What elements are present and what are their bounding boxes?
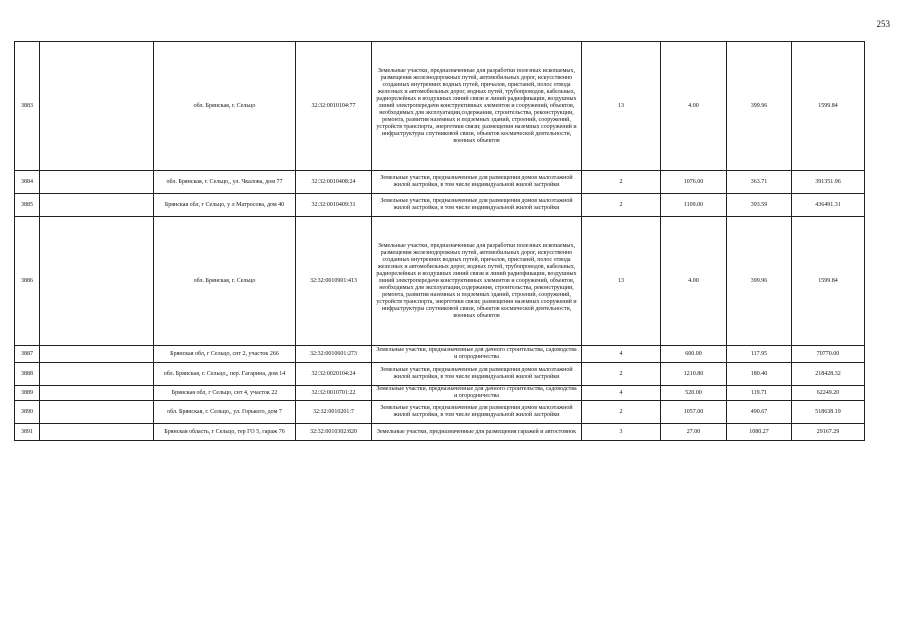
- group-cell: 2: [582, 363, 661, 386]
- area-cell: 600.00: [661, 346, 727, 363]
- row-number-cell: 3887: [15, 346, 40, 363]
- empty-cell: [40, 217, 154, 346]
- group-cell: 4: [582, 346, 661, 363]
- area-cell: 1076.00: [661, 171, 727, 194]
- cadastral-number-cell: 32:32:0010601:273: [296, 346, 372, 363]
- cadastral-number-cell: 32:32:0010408:24: [296, 171, 372, 194]
- specific-value-cell: 393.59: [727, 194, 792, 217]
- specific-value-cell: 119.71: [727, 386, 792, 401]
- group-cell: 13: [582, 42, 661, 171]
- cadastral-value-cell: 218428.32: [792, 363, 865, 386]
- table-row: [15, 217, 865, 346]
- row-number-cell: 3885: [15, 194, 40, 217]
- cadastral-number-cell: 32:32:0010901:413: [296, 217, 372, 346]
- area-cell: 27.00: [661, 424, 727, 441]
- row-number-cell: 3884: [15, 171, 40, 194]
- empty-cell: [40, 386, 154, 401]
- table-row: [15, 346, 865, 363]
- cadastral-value-cell: 62249.20: [792, 386, 865, 401]
- specific-value-cell: 117.95: [727, 346, 792, 363]
- cadastral-value-cell: 391351.96: [792, 171, 865, 194]
- row-number-cell: 3890: [15, 401, 40, 424]
- land-purpose-cell: Земельные участки, предназначенные для дачного строительства, садоводства и огородничества: [372, 346, 582, 363]
- land-purpose-cell: Земельные участки, предназначенные для размещения домов малоэтажной жилой застройки, в том числе индивидуальной жилой застройки: [372, 171, 582, 194]
- land-purpose-cell: Земельные участки, предназначенные для размещения домов малоэтажной жилой застройки, в том числе индивидуальной жилой застройки: [372, 363, 582, 386]
- row-number-cell: 3889: [15, 386, 40, 401]
- address-cell: обл. Брянская, г. Сельцо: [154, 217, 296, 346]
- cadastral-value-cell: 1599.84: [792, 42, 865, 171]
- table-row: [15, 171, 865, 194]
- address-cell: обл. Брянская, г. Сельцо,, ул. Чкалова, дом 77: [154, 171, 296, 194]
- land-purpose-cell: Земельные участки, предназначенные для дачного строительства, садоводства и огородничества: [372, 386, 582, 401]
- land-purpose-cell: Земельные участки, предназначенные для размещения гаражей и автостоянок: [372, 424, 582, 441]
- table-row: [15, 363, 865, 386]
- cadastral-value-cell: 29167.29: [792, 424, 865, 441]
- specific-value-cell: 490.67: [727, 401, 792, 424]
- row-number-cell: 3891: [15, 424, 40, 441]
- group-cell: 2: [582, 171, 661, 194]
- empty-cell: [40, 194, 154, 217]
- table-row: [15, 42, 865, 171]
- group-cell: 2: [582, 401, 661, 424]
- land-registry-table: [14, 41, 865, 441]
- area-cell: 4.00: [661, 217, 727, 346]
- land-purpose-cell: Земельные участки, предназначенные для разработки полезных ископаемых, размещения железнодорожных путей, автомобильных дорог, искусственно созданных внутренних водных путей, причалов, пристаней, полос отвода железных и автомобильных дорог, водных путей, трубопроводов, кабельных, радиорелейных и воздушных линий связи и линий радиофикации, воздушных линий электропередачи конструктивных элементов и сооружений, объектов, необходимых для эксплуатации,содержания, строительства, реконструкции, ремонта, развития наземных и подземных зданий, строений, сооружений, устройств транспорта, энергетики связи; размещения наземных сооружений и инфраструктуры спутниковой связи, объектов космической деятельности, военных объектов: [372, 217, 582, 346]
- specific-value-cell: 399.96: [727, 217, 792, 346]
- area-cell: 1210.80: [661, 363, 727, 386]
- cadastral-number-cell: 32:32:0010104:77: [296, 42, 372, 171]
- area-cell: 1057.00: [661, 401, 727, 424]
- table-row: [15, 424, 865, 441]
- empty-cell: [40, 171, 154, 194]
- address-cell: Брянская обл, г Сельцо, снт 2, участок 266: [154, 346, 296, 363]
- table-row: [15, 401, 865, 424]
- area-cell: 1109.00: [661, 194, 727, 217]
- cadastral-number-cell: 32:32:0010409:31: [296, 194, 372, 217]
- group-cell: 4: [582, 386, 661, 401]
- address-cell: Брянская обл, г Сельцо, у л Матросова, дом 40: [154, 194, 296, 217]
- group-cell: 3: [582, 424, 661, 441]
- area-cell: 4.00: [661, 42, 727, 171]
- empty-cell: [40, 424, 154, 441]
- specific-value-cell: 399.96: [727, 42, 792, 171]
- row-number-cell: 3886: [15, 217, 40, 346]
- cadastral-value-cell: 70770.00: [792, 346, 865, 363]
- table-row: [15, 386, 865, 401]
- land-purpose-cell: Земельные участки, предназначенные для размещения домов малоэтажной жилой застройки, в том числе индивидуальной жилой застройки: [372, 194, 582, 217]
- address-cell: Брянская область, г Сельцо, тер ГО 5, гараж 76: [154, 424, 296, 441]
- page-number: 253: [876, 19, 890, 29]
- address-cell: обл. Брянская, г. Сельцо,, ул. Горького, дом 7: [154, 401, 296, 424]
- group-cell: 13: [582, 217, 661, 346]
- row-number-cell: 3888: [15, 363, 40, 386]
- cadastral-number-cell: 32:32:0010701:22: [296, 386, 372, 401]
- table-row: [15, 194, 865, 217]
- empty-cell: [40, 346, 154, 363]
- row-number-cell: 3883: [15, 42, 40, 171]
- cadastral-number-cell: 32:32:0010302:820: [296, 424, 372, 441]
- land-purpose-cell: Земельные участки, предназначенные для разработки полезных ископаемых, размещения железнодорожных путей, автомобильных дорог, искусственно созданных внутренних водных путей, причалов, пристаней, полос отвода железных и автомобильных дорог, водных путей, трубопроводов, кабельных, радиорелейных и воздушных линий связи и линий радиофикации, воздушных линий электропередачи конструктивных элементов и сооружений, объектов, необходимых для эксплуатации,содержания, строительства, реконструкции, ремонта, развития наземных и подземных зданий, строений, сооружений, устройств транспорта, энергетики связи; размещения наземных сооружений и инфраструктуры спутниковой связи, объектов космической деятельности, военных объектов: [372, 42, 582, 171]
- specific-value-cell: 180.40: [727, 363, 792, 386]
- empty-cell: [40, 42, 154, 171]
- cadastral-number-cell: 32:32:0020104:24: [296, 363, 372, 386]
- cadastral-value-cell: 1599.84: [792, 217, 865, 346]
- area-cell: 520.00: [661, 386, 727, 401]
- specific-value-cell: 363.71: [727, 171, 792, 194]
- group-cell: 2: [582, 194, 661, 217]
- empty-cell: [40, 363, 154, 386]
- cadastral-value-cell: 436491.31: [792, 194, 865, 217]
- address-cell: обл. Брянская, г. Сельцо,, пер. Гагарина, дом 14: [154, 363, 296, 386]
- cadastral-number-cell: 32:32:0010201:7: [296, 401, 372, 424]
- address-cell: обл. Брянская, г. Сельцо: [154, 42, 296, 171]
- land-purpose-cell: Земельные участки, предназначенные для размещения домов малоэтажной жилой застройки, в том числе индивидуальной жилой застройки: [372, 401, 582, 424]
- specific-value-cell: 1080.27: [727, 424, 792, 441]
- cadastral-value-cell: 518638.19: [792, 401, 865, 424]
- empty-cell: [40, 401, 154, 424]
- address-cell: Брянская обл, г Сельцо, снт 4, участок 22: [154, 386, 296, 401]
